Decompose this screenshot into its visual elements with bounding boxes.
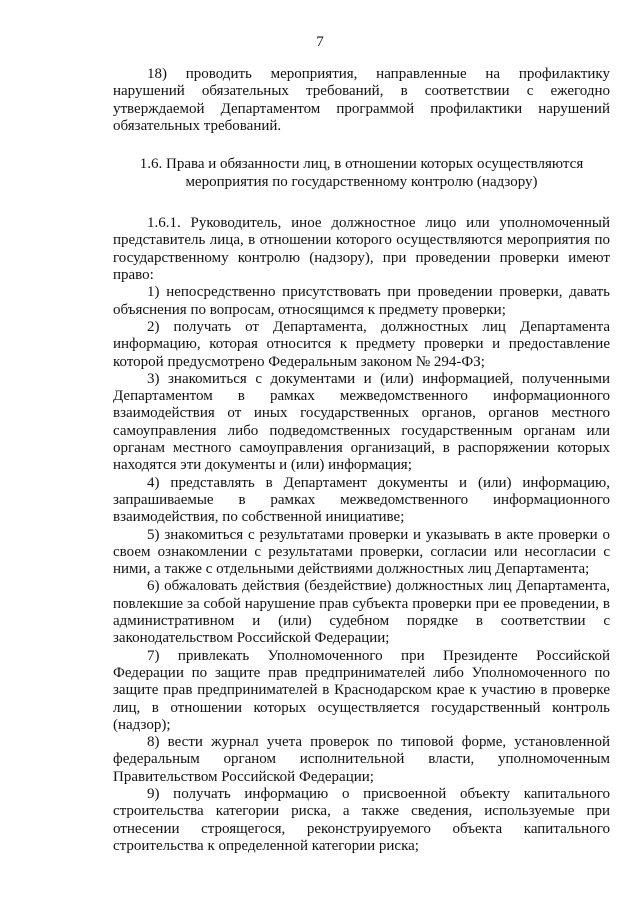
list-item: 1) непосредственно присутствовать при проведении проверки, давать объяснения по вопросам, относящимся к предмету проверки; — [113, 284, 610, 318]
page-number: 7 — [316, 34, 324, 50]
list-item: 9) получать информацию о присвоенной объекту капитального строительства категории риска, а также сведения, используемые при отнесении строящегося, реконструируемого объекта капитального строительства к определенной категории риска; — [113, 785, 610, 854]
list-item: 8) вести журнал учета проверок по типовой форме, установленной федеральным органом исполнительной власти, уполномоченным Правительством Российской Федерации; — [113, 734, 610, 785]
clause-intro: 1.6.1. Руководитель, иное должностное лицо или уполномоченный представитель лица, в отношении которого осуществляются мероприятия по государственному контролю (надзору), при проведении проверки имеют право: — [113, 215, 610, 284]
section-heading-line-1: 1.6. Права и обязанности лиц, в отношении которых осуществляются — [139, 156, 584, 173]
list-item: 2) получать от Департамента, должностных лиц Департамента информацию, которая относится к предмету проверки и предоставление которой предусмотрено Федеральным законом № 294-ФЗ; — [113, 318, 610, 370]
rights-list — [113, 284, 610, 855]
list-item: 3) знакомиться с документами и (или) информацией, полученными Департаментом в рамках межведомственного информационного взаимодействия от иных государственных органов, органов местного самоуправления либо подведомственных государственным органам или органам местного самоуправления организаций, в распоряжении которых находятся эти документы и (или) информация; — [113, 370, 610, 474]
list-item: 6) обжаловать действия (бездействие) должностных лиц Департамента, повлекшие за собой нарушение прав субъекта проверки при ее проведении, в административном и (или) судебном порядке в соответствии с законодательством Российской Федерации; — [113, 578, 610, 647]
list-item: 5) знакомиться с результатами проверки и указывать в акте проверки о своем ознакомлении с результатами проверки, согласии или несогласии с ними, а также с отдельными действиями должностных лиц Департамента; — [113, 526, 610, 578]
document-body — [113, 66, 610, 855]
intro-list-item: 18) проводить мероприятия, направленные на профилактику нарушений обязательных требований, в соответствии с ежегодно утверждаемой Департаментом программой профилактики нарушений обязательных требований. — [113, 66, 610, 134]
list-item: 7) привлекать Уполномоченного при Президенте Российской Федерации по защите прав предпринимателей либо Уполномоченного по защите прав предпринимателей в Краснодарском крае к участию в проверке лиц, в отношении которых осуществляется государственный контроль (надзор); — [113, 647, 610, 733]
section-heading — [113, 155, 610, 191]
section-heading-line-2: мероприятия по государственному контролю (надзору) — [185, 174, 538, 191]
list-item: 4) представлять в Департамент документы и (или) информацию, запрашиваемые в рамках межведомственного информационного взаимодействия, по собственной инициативе; — [113, 474, 610, 526]
